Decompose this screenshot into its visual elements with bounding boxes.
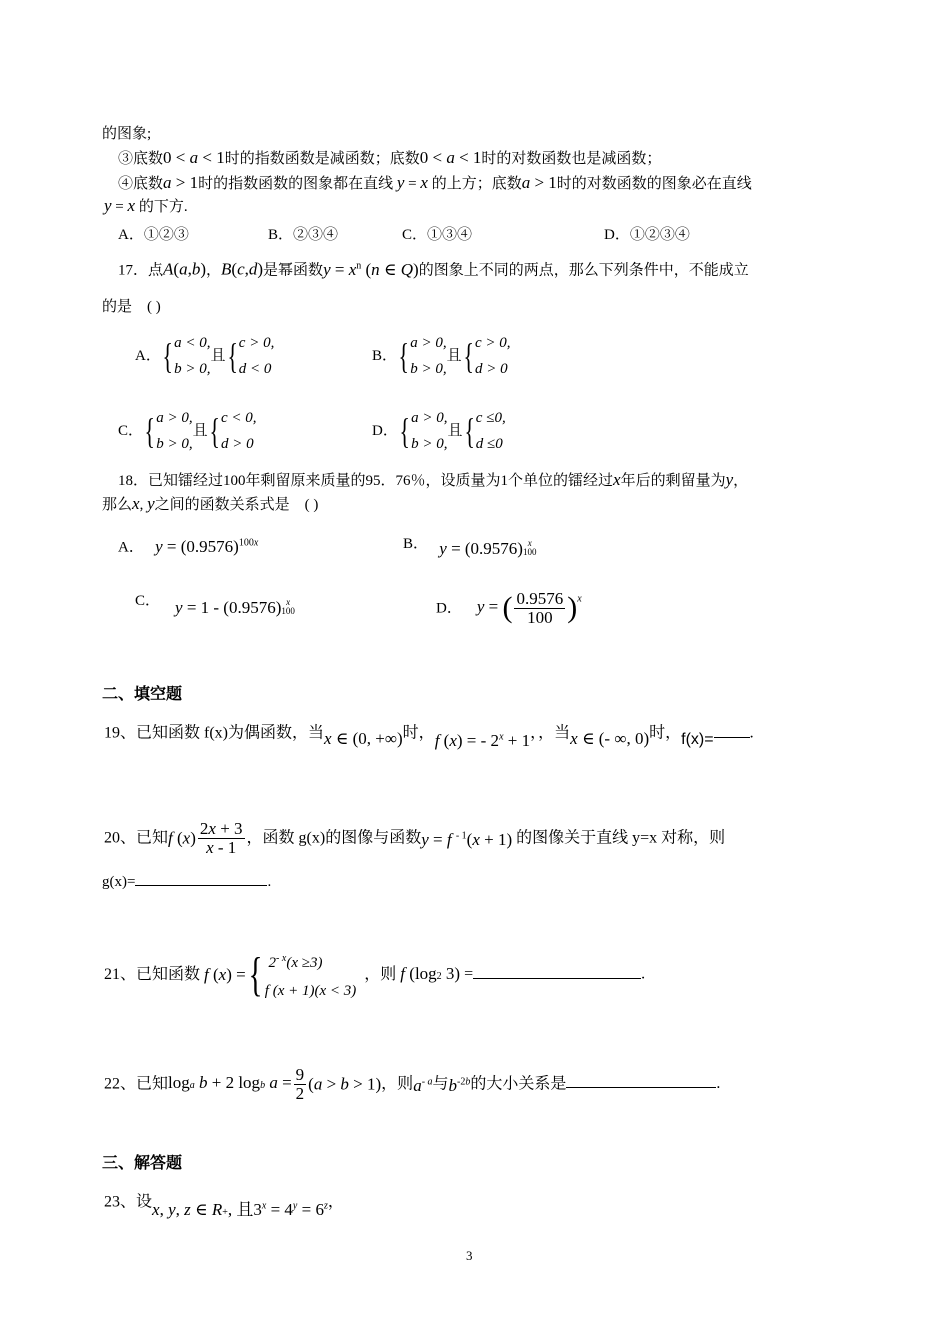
statement-4-cont: y = x 的下方. xyxy=(104,196,188,215)
q17-option-a: A．{a < 0, b > 0,且{c > 0, d < 0 xyxy=(135,335,275,377)
question-17: 17．点A(a,b)，B(c,d)是幂函数$y = x^n$ (n ∈ Q)的图象上不同的两点，那么下列条件中，不能成立 xyxy=(118,259,749,279)
page-number: 3 xyxy=(466,1248,473,1263)
section-fill-in-title: 二、填空题 xyxy=(102,684,183,703)
q16-option-a: A．①②③ xyxy=(118,227,189,243)
q16-option-b: B．②③④ xyxy=(268,227,339,243)
question-19: 19、已知函数 f(x)为偶函数，当x ∈ (0, +∞)时，f (x) = - $2^x + 1$，，当x ∈ (- ∞, 0)时，f(x)= . xyxy=(104,724,754,750)
statement-3-lead: ③底数 xyxy=(118,151,164,167)
statement-4: ④底数a > 1时的指数函数的图象都在直线 y = x 的上方；底数a > 1时的对数函数的图象必在直线 xyxy=(118,173,752,192)
question-21: 21、已知函数 f (x) ={ $2^{- x}(x \ge 3)$ f (x + 1)(x < 3) ，则 f (log2 3) = . xyxy=(104,948,646,1001)
question-20: 20、已知f (x) $\frac{2x + 3}{x - 1}$ ，函数 g(x)的图像与函数y = f $^{- 1}$(x + 1) 的图像关于直线 y=x 对称，则 xyxy=(104,819,726,857)
statement-3: ③底数0 < a < 1时的指数函数是减函数；底数0 < a < 1时的对数函数也是减函数； xyxy=(118,148,662,167)
question-17-cont: 的是 ( ) xyxy=(102,299,161,315)
q18-option-d: D． y = ( $\frac{0.9576}{100}$ )$^x$ xyxy=(436,589,582,627)
q18-option-c: C． y = 1 - (0.9576) x 100 xyxy=(135,593,295,617)
section-answer-title: 三、解答题 xyxy=(102,1153,183,1172)
question-23: 23、设x, y, z ∈ R+, 且$3^x = 4^y = 6^z$， xyxy=(104,1193,344,1219)
q16-option-c: C．①③④ xyxy=(402,227,473,243)
q18-option-a: A． $y = (0.9576)^{100x}$ xyxy=(118,536,259,556)
question-18-cont: 那么x, y之间的函数关系式是 ( ) xyxy=(102,494,319,513)
q18-option-b: B． y = (0.9576) x 100 xyxy=(403,536,537,558)
question-18: 18．已知镭经过100年剩留原来质量的95．76％，设质量为1个单位的镭经过x年后的剩留量为y， xyxy=(118,470,749,489)
continuation-text: 的图象; xyxy=(102,126,152,142)
q17-option-b: B．{a > 0, b > 0,且{c > 0, d > 0 xyxy=(372,335,511,377)
question-22: 22、已知loga b + 2 logb a = $\frac{9}{2}$ (a > b > 1)，则$a^{- a}$与$b^{-2b}$的大小关系是 . xyxy=(104,1065,721,1103)
q17-option-d: D．{a > 0, b > 0,且{c ≤0, d ≤0 xyxy=(372,410,506,452)
question-20-cont: g(x)= . xyxy=(102,874,272,890)
q17-option-c: C．{a > 0, b > 0,且{c < 0, d > 0 xyxy=(118,410,257,452)
q16-option-d: D．①②③④ xyxy=(604,227,690,243)
